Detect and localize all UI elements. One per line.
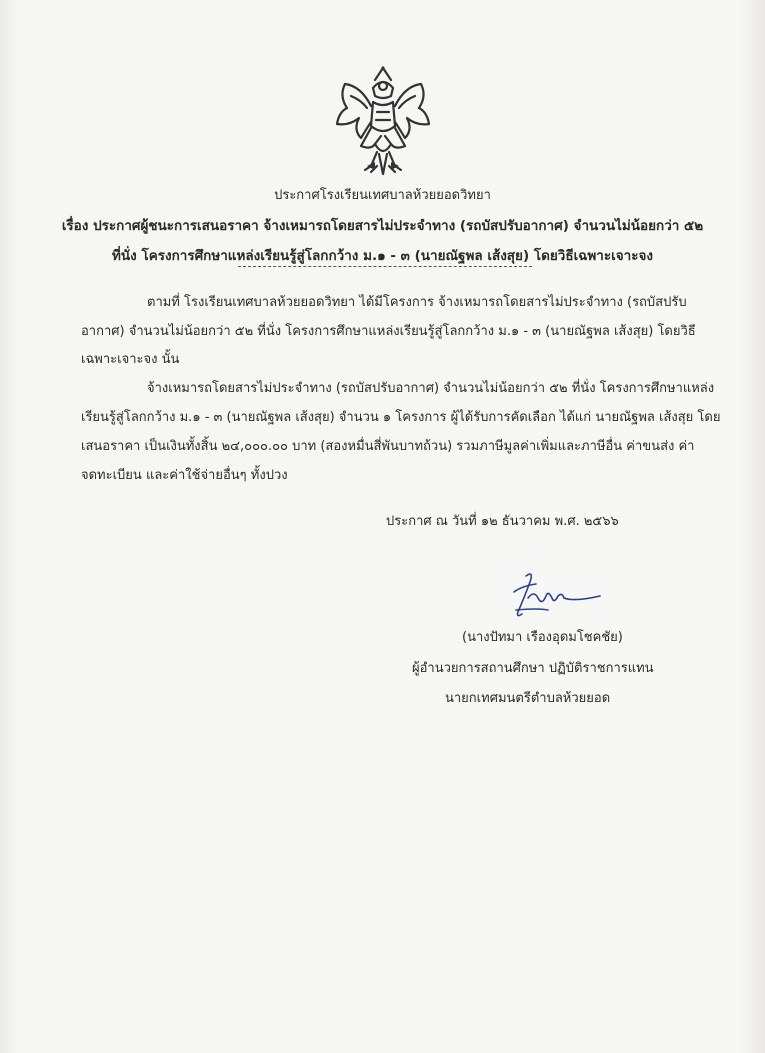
- divider: [238, 266, 532, 267]
- paragraph-1-line: ตามที่ โรงเรียนเทศบาลห้วยยอดวิทยา ได้มีโครงการ จ้างเหมารถโดยสารไม่ประจำทาง (รถบัสปรับ: [147, 295, 687, 310]
- signer-name: (นางปัทมา เรืองอุดมโชคชัย): [462, 630, 623, 645]
- signature-icon: [508, 568, 604, 626]
- paragraph-2-line: เสนอราคา เป็นเงินทั้งสิ้น ๒๔,๐๐๐.๐๐ บาท (สองหมื่นสี่พันบาทถ้วน) รวมภาษีมูลค่าเพิ่มและภาษีอื่น ค่าขนส่ง ค่า: [81, 439, 695, 454]
- paragraph-2-line: จ้างเหมารถโดยสารไม่ประจำทาง (รถบัสปรับอากาศ) จำนวนไม่น้อยกว่า ๕๒ ที่นั่ง โครงการศึกษาแหล่ง: [147, 381, 715, 396]
- subject-line-2: ที่นั่ง โครงการศึกษาแหล่งเรียนรู้สู่โลกกว้าง ม.๑ - ๓ (นายณัฐพล เส้งสุย) โดยวิธีเฉพาะเจาะจง: [112, 248, 653, 264]
- document-header: ประกาศโรงเรียนเทศบาลห้วยยอดวิทยา: [274, 188, 491, 203]
- subject-line-1: เรื่อง ประกาศผู้ชนะการเสนอราคา จ้างเหมารถโดยสารไม่ประจำทาง (รถบัสปรับอากาศ) จำนวนไม่น้อยกว่า ๕๒: [61, 218, 704, 234]
- paragraph-2-line: จดทะเบียน และค่าใช้จ่ายอื่นๆ ทั้งปวง: [81, 468, 288, 483]
- paragraph-1-line: เฉพาะเจาะจง นั้น: [81, 352, 180, 367]
- signer-title-1: ผู้อำนวยการสถานศึกษา ปฏิบัติราชการแทน: [412, 661, 654, 676]
- paragraph-1-line: อากาศ) จำนวนไม่น้อยกว่า ๕๒ ที่นั่ง โครงการศึกษาแหล่งเรียนรู้สู่โลกกว้าง ม.๑ - ๓ (นายณัฐพล เส้งสุย) โดยวิธี: [81, 324, 696, 339]
- date-line: ประกาศ ณ วันที่ ๑๒ ธันวาคม พ.ศ. ๒๕๖๖: [386, 514, 619, 529]
- paragraph-2-line: เรียนรู้สู่โลกกว้าง ม.๑ - ๓ (นายณัฐพล เส้งสุย) จำนวน ๑ โครงการ ผู้ได้รับการคัดเลือก ได้แก่ นายณัฐพล เส้งสุย โดย: [81, 410, 721, 425]
- signer-title-2: นายกเทศมนตรีตำบลห้วยยอด: [445, 691, 611, 706]
- garuda-emblem-icon: [331, 66, 435, 176]
